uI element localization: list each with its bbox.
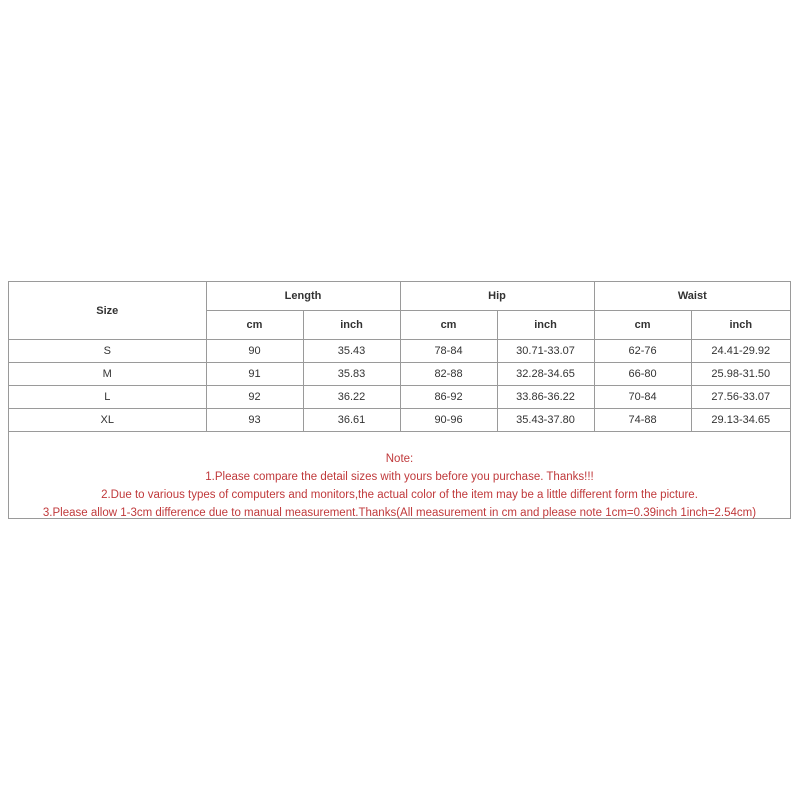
length-cm-header: cm xyxy=(206,311,303,340)
waist-inch-cell: 29.13-34.65 xyxy=(691,409,790,432)
length-cm-cell: 91 xyxy=(206,363,303,386)
note-line-2: 2.Due to various types of computers and monitors,the actual color of the item may be a little different form the picture. xyxy=(101,489,698,501)
waist-cm-cell: 74-88 xyxy=(594,409,691,432)
length-inch-cell: 35.43 xyxy=(303,340,400,363)
hip-group-header: Hip xyxy=(400,282,594,311)
note-title: Note: xyxy=(385,453,414,465)
waist-inch-cell: 25.98-31.50 xyxy=(691,363,790,386)
hip-inch-cell: 33.86-36.22 xyxy=(497,386,594,409)
length-cm-cell: 92 xyxy=(206,386,303,409)
hip-inch-cell: 35.43-37.80 xyxy=(497,409,594,432)
length-cm-cell: 90 xyxy=(206,340,303,363)
hip-cm-cell: 78-84 xyxy=(400,340,497,363)
length-inch-cell: 36.61 xyxy=(303,409,400,432)
hip-cm-cell: 86-92 xyxy=(400,386,497,409)
hip-inch-cell: 30.71-33.07 xyxy=(497,340,594,363)
waist-inch-cell: 27.56-33.07 xyxy=(691,386,790,409)
table-row xyxy=(9,409,790,432)
waist-cm-header: cm xyxy=(594,311,691,340)
size-table xyxy=(9,282,790,432)
table-row xyxy=(9,386,790,409)
notes-section xyxy=(9,432,790,522)
length-inch-header: inch xyxy=(303,311,400,340)
note-line-3: 3.Please allow 1-3cm difference due to manual measurement.Thanks(All measurement in cm and please note 1cm=0.39inch 1inch=2.54cm) xyxy=(42,507,757,519)
waist-group-header: Waist xyxy=(594,282,790,311)
length-group-header: Length xyxy=(206,282,400,311)
size-cell: S xyxy=(9,340,206,363)
waist-inch-header: inch xyxy=(691,311,790,340)
hip-cm-cell: 90-96 xyxy=(400,409,497,432)
size-chart xyxy=(8,281,791,519)
hip-inch-header: inch xyxy=(497,311,594,340)
size-cell: XL xyxy=(9,409,206,432)
size-cell: L xyxy=(9,386,206,409)
note-line-1: 1.Please compare the detail sizes with yours before you purchase. Thanks!!! xyxy=(205,471,594,483)
hip-inch-cell: 32.28-34.65 xyxy=(497,363,594,386)
length-inch-cell: 36.22 xyxy=(303,386,400,409)
length-cm-cell: 93 xyxy=(206,409,303,432)
waist-cm-cell: 70-84 xyxy=(594,386,691,409)
length-inch-cell: 35.83 xyxy=(303,363,400,386)
table-row xyxy=(9,363,790,386)
table-row xyxy=(9,340,790,363)
size-cell: M xyxy=(9,363,206,386)
waist-cm-cell: 62-76 xyxy=(594,340,691,363)
hip-cm-cell: 82-88 xyxy=(400,363,497,386)
header-row-groups xyxy=(9,282,790,311)
waist-inch-cell: 24.41-29.92 xyxy=(691,340,790,363)
hip-cm-header: cm xyxy=(400,311,497,340)
waist-cm-cell: 66-80 xyxy=(594,363,691,386)
size-column-header: Size xyxy=(9,282,206,340)
